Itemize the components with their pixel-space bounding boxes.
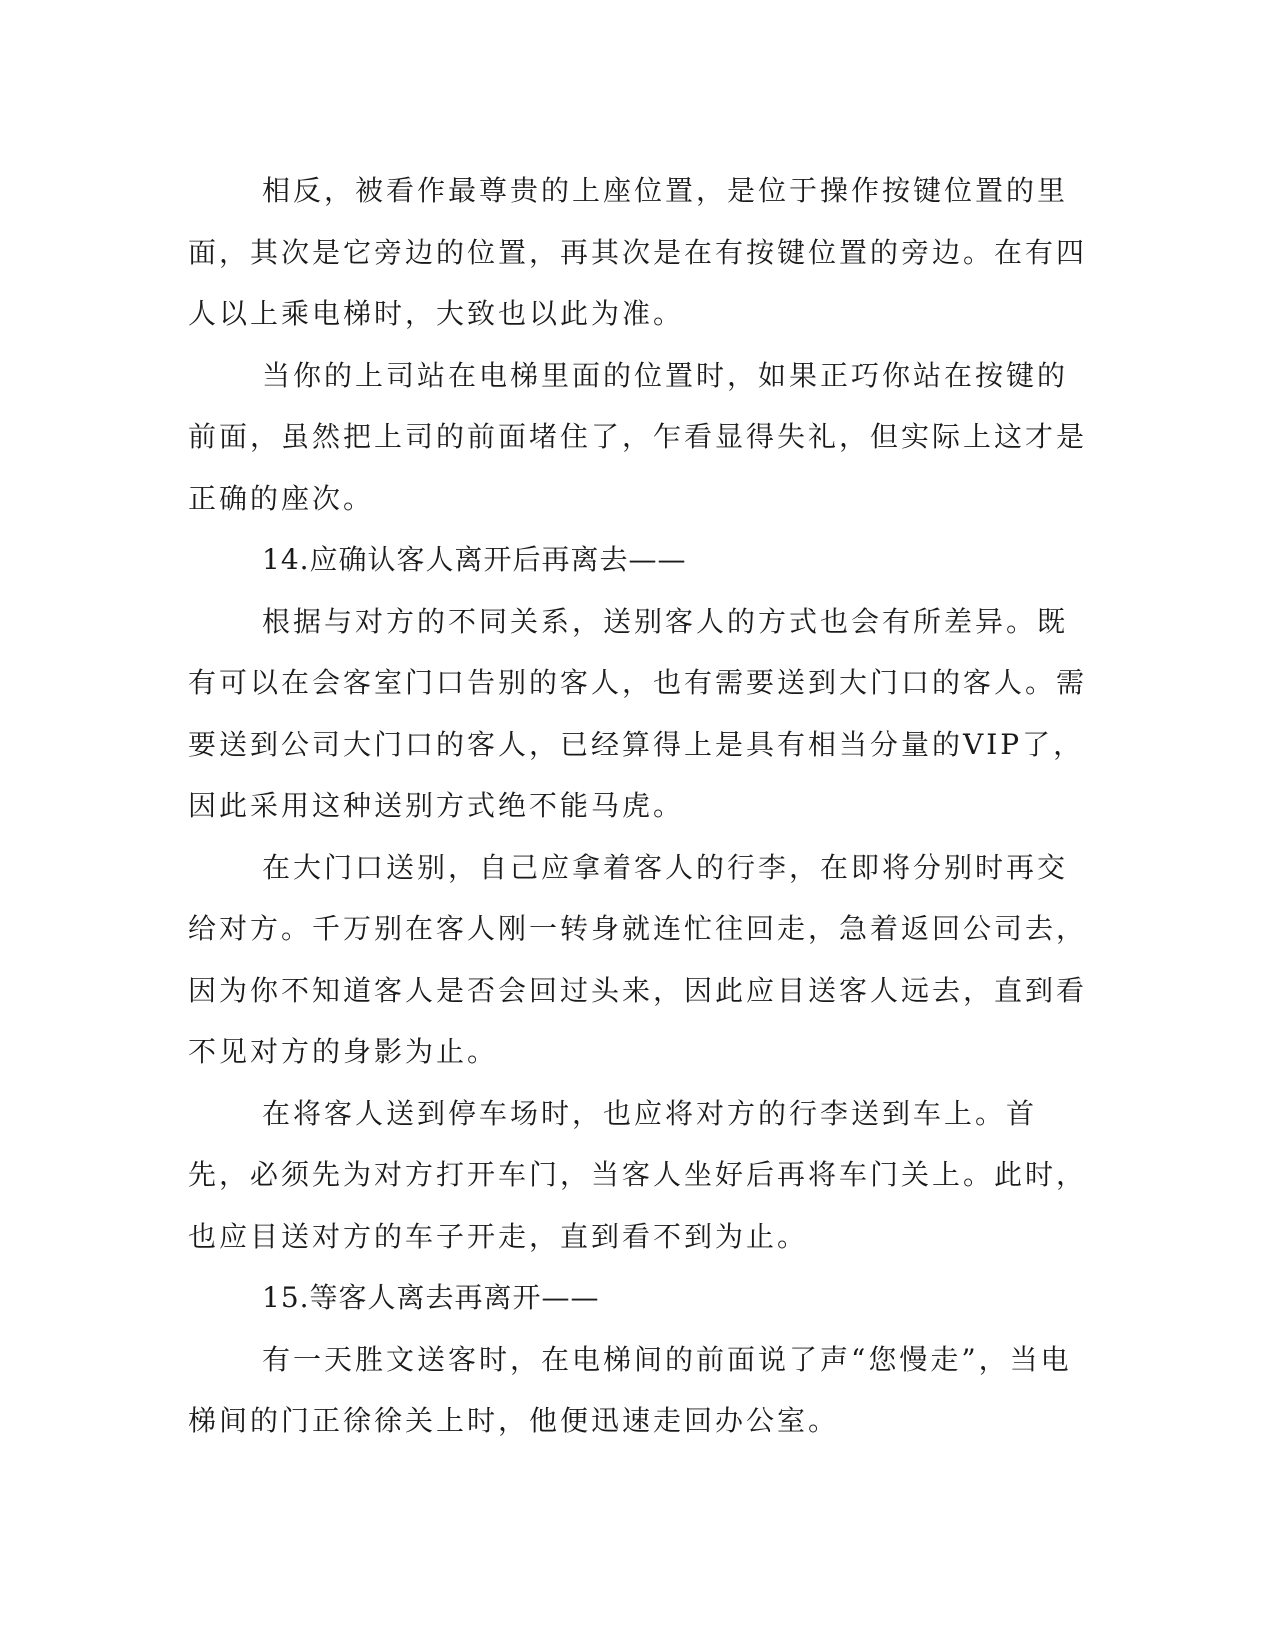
paragraph-seating-order: 相反，被看作最尊贵的上座位置，是位于操作按键位置的里面，其次是它旁边的位置，再其次是在有按键位置的旁边。在有四人以上乘电梯时，大致也以此为准。	[188, 174, 1088, 330]
paragraph-boss-position: 当你的上司站在电梯里面的位置时，如果正巧你站在按键的前面，虽然把上司的前面堵住了，乍看显得失礼，但实际上这才是正确的座次。	[188, 358, 1088, 515]
paragraph-farewell-types: 根据与对方的不同关系，送别客人的方式也会有所差异。既有可以在会客室门口告别的客人，也有需要送到大门口的客人。需要送到公司大门口的客人，已经算得上是具有相当分量的VIP了，因此采用这种送别方式绝不能马虎。	[188, 604, 1088, 822]
section-heading-15: 15.等客人离去再离开——	[262, 1281, 600, 1314]
paragraph-gate-farewell: 在大门口送别，自己应拿着客人的行李，在即将分别时再交给对方。千万别在客人刚一转身就连忙往回走，急着返回公司去，因为你不知道客人是否会回过头来，因此应目送客人远去，直到看不见对方的身影为止。	[188, 850, 1088, 1068]
paragraph-story: 有一天胜文送客时，在电梯间的前面说了声“您慢走”，当电梯间的门正徐徐关上时，他便迅速走回办公室。	[188, 1342, 1072, 1437]
paragraph-parking-farewell: 在将客人送到停车场时，也应将对方的行李送到车上。首先，必须先为对方打开车门，当客人坐好后再将车门关上。此时，也应目送对方的车子开走，直到看不到为止。	[188, 1096, 1088, 1253]
document-body	[188, 160, 1088, 1452]
section-heading-14: 14.应确认客人离开后再离去——	[262, 543, 687, 576]
